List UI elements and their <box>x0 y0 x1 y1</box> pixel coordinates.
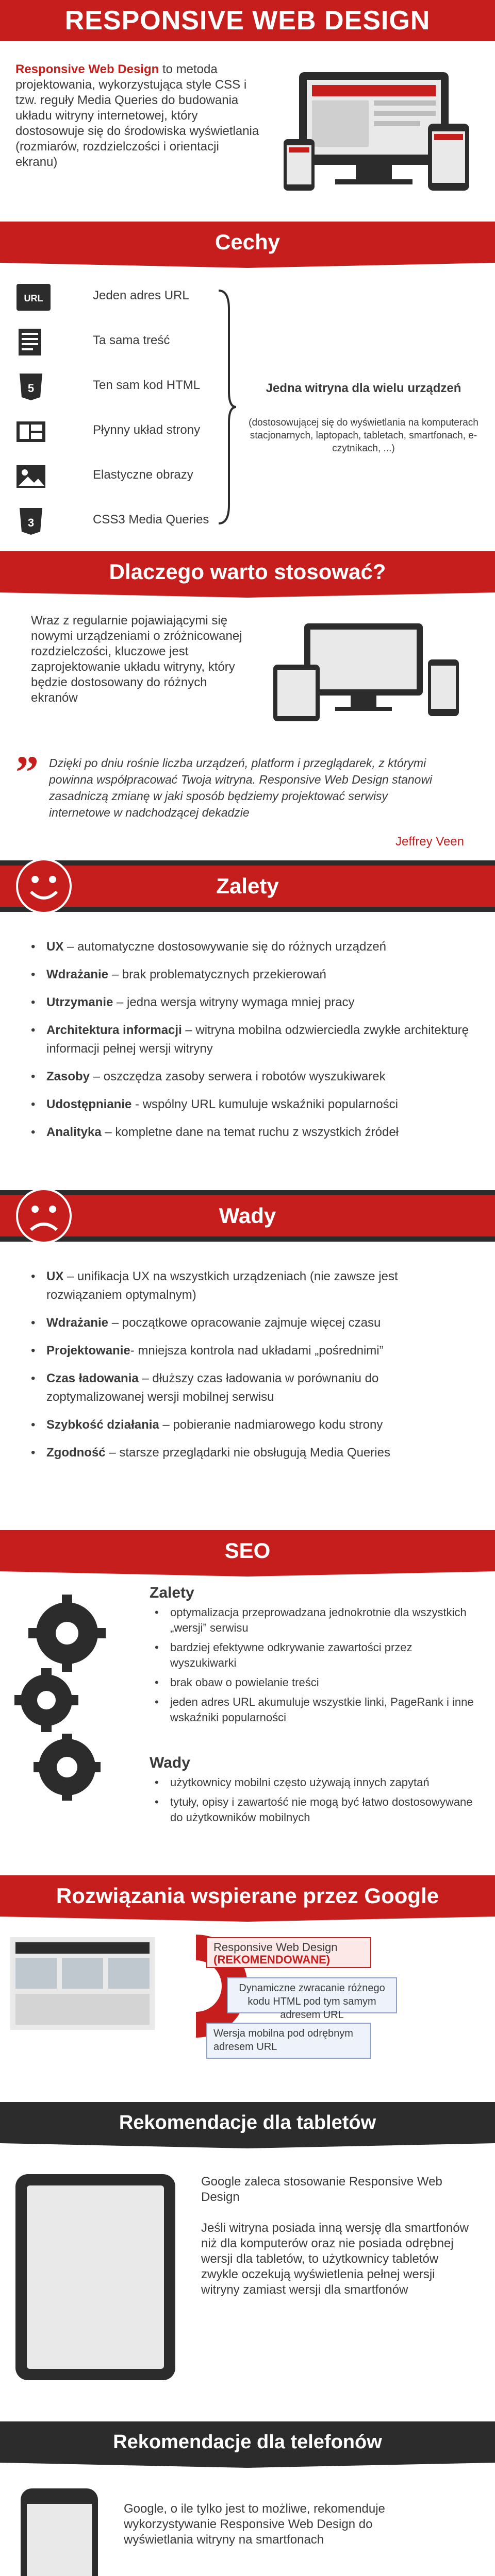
seo-pros-title: Zalety <box>150 1584 194 1601</box>
seo-pros-list <box>155 1605 474 1730</box>
cons-heading-bar <box>0 1195 495 1236</box>
pros-heading-bar <box>0 866 495 907</box>
cons-item: • Wdrażanie – początkowe opracowanie zajmuje więcej czasu <box>31 1314 469 1332</box>
feature-css3 <box>15 500 211 543</box>
seo-cons-title: Wady <box>150 1754 190 1771</box>
phones-heading-bar <box>0 2421 495 2468</box>
phones-p1: Google, o ile tylko jest to możliwe, rekomenduje wykorzystywanie Responsive Web Design do wyświetlania witryny na smartfonach <box>124 2502 385 2547</box>
screens-icon <box>273 618 474 721</box>
cons-item: • UX – unifikacja UX na wszystkich urządzeniach (nie zawsze jest rozwiązaniem optymalnym) <box>31 1267 469 1304</box>
seo-heading: SEO <box>224 1538 271 1563</box>
why-paragraph: Wraz z regularnie pojawiającymi się nowymi urządzeniami o zróżnicowanej rozdzielczości, kluczowe jest zaprojektowanie układu witryny, który będzie dostosowany do różnych ekranów <box>31 614 242 705</box>
feature-html <box>15 365 211 409</box>
intro-lead: Responsive Web Design <box>15 62 159 76</box>
why-heading: Dlaczego warto stosować? <box>109 560 386 584</box>
seo-cons-item: • tytuły, opisy i zawartość nie mogą być łatwo dostosowywane do użytkowników mobilnych <box>155 1794 474 1825</box>
svg-text:5: 5 <box>27 382 35 395</box>
seo-cons-item: • użytkownicy mobilni często używają innych zapytań <box>155 1775 474 1790</box>
devices-illustration <box>278 62 480 196</box>
google-devices-illustration <box>10 1937 155 2030</box>
google-heading-bar <box>0 1875 495 1922</box>
cons-list <box>31 1267 469 1471</box>
cons-item: • Czas ładowania – dłuższy czas ładowania w porównaniu do zoptymalizowanej wersji mobilnej serwisu <box>31 1369 469 1406</box>
google-heading: Rozwiązania wspierane przez Google <box>56 1884 439 1908</box>
pros-item: • Analityka – kompletne dane na temat ruchu z wszystkich źródeł <box>31 1123 469 1142</box>
seo-pros-item: • optymalizacja przeprowadzana jednokrotnie dla wszystkich „wersji” serwisu <box>155 1605 474 1636</box>
seo-cons-list <box>155 1775 474 1829</box>
google-option-rwd-tag: (REKOMENDOWANE) <box>213 1953 331 1966</box>
feature-images-label: Elastyczne obrazy <box>93 468 193 482</box>
page-title-bar <box>0 0 495 41</box>
seo-pros-item: • bardziej efektywne odkrywanie zawartości przez wyszukiwarki <box>155 1640 474 1671</box>
tablet-icon <box>15 2174 175 2380</box>
intro-body: to metoda projektowania, wykorzystująca style CSS i tzw. reguły Media Queries do budowania układu witryny internetowej, który dostosowuje się do środowiska wyświetlania (rozmiarów, rozdzielczości i orientacji ekranu) <box>15 62 259 169</box>
why-quote-author: Jeffrey Veen <box>395 835 464 849</box>
why-quote: Dzięki po dniu rośnie liczba urządzeń, platform i przeglądarek, z którymi powinna współpracować Twoja witryna. Responsive Web Design stanowi zasadniczą zmianę w jaki sposób będziemy projektować serwisy internetowe w nadchodzącej dekadzie <box>49 756 433 819</box>
feature-url-label: Jeden adres URL <box>93 289 189 302</box>
google-option-dynamic <box>227 1977 397 2021</box>
cons-item: • Zgodność – starsze przeglądarki nie obsługują Media Queries <box>31 1444 469 1462</box>
google-option-separate-label: Wersja mobilna pod odrębnym adresem URL <box>213 2028 353 2053</box>
tablets-heading: Rekomendacje dla tabletów <box>119 2112 376 2133</box>
pros-item: • Utrzymanie – jedna wersja witryny wymaga mniej pracy <box>31 993 469 1012</box>
tablets-p2: Jeśli witryna posiada inną wersję dla smartfonów niż dla komputerów oraz nie posiada odrębnej wersji dla tabletów, to użytkownicy tabletów zwykle oczekują wyświetlenia pełnej wersji witryny zamiast wersji dla smartfonów <box>201 2221 469 2297</box>
quote-mark: ” <box>15 747 39 798</box>
feature-fluid-label: Płynny układ strony <box>93 423 201 437</box>
one-site-box <box>248 381 480 455</box>
feature-content-label: Ta sama treść <box>93 333 170 347</box>
cons-heading: Wady <box>219 1204 276 1228</box>
google-option-rwd-label: Responsive Web Design <box>213 1941 338 1954</box>
devices-icon <box>278 62 480 196</box>
one-site-title: Jedna witryna dla wielu urządzeń <box>266 381 461 395</box>
feature-css3-label: CSS3 Media Queries <box>93 513 209 527</box>
feature-images <box>15 455 211 498</box>
pros-item: • Wdrażanie – brak problematycznych przekierowań <box>31 965 469 984</box>
why-text <box>31 613 248 706</box>
one-site-desc: (dostosowującej się do wyświetlania na komputerach stacjonarnych, laptopach, tabletach, smartfonach, e-czytnikach, ...) <box>249 417 478 454</box>
feature-html-label: Ten sam kod HTML <box>93 378 201 392</box>
why-devices-illustration <box>273 618 474 721</box>
pros-item: • UX – automatyczne dostosowywanie się do różnych urządzeń <box>31 938 469 956</box>
pros-item: • Zasoby – oszczędza zasoby serwera i robotów wyszukiwarek <box>31 1067 469 1086</box>
pros-list <box>31 938 469 1151</box>
feature-fluid <box>15 410 211 453</box>
pros-heading: Zalety <box>216 874 279 898</box>
google-option-dynamic-label: Dynamiczne zwracanie różnego kodu HTML pod tym samym adresem URL <box>239 1982 385 2021</box>
feature-content <box>15 320 211 364</box>
seo-pros-item: • brak obaw o powielanie treści <box>155 1675 474 1690</box>
cons-item: • Projektowanie- mniejsza kontrola nad układami „pośrednimi” <box>31 1342 469 1360</box>
tablets-heading-bar <box>0 2102 495 2148</box>
css3-icon <box>15 507 44 536</box>
sad-face-icon <box>15 1188 72 1244</box>
svg-text:URL: URL <box>24 293 43 303</box>
page-title: RESPONSIVE WEB DESIGN <box>64 6 431 36</box>
html5-icon <box>15 372 44 401</box>
why-heading-bar <box>0 551 495 598</box>
intro-text <box>15 62 263 170</box>
smile-face-icon <box>15 858 72 914</box>
feature-url <box>15 276 211 319</box>
phones-heading: Rekomendacje dla telefonów <box>113 2431 382 2453</box>
url-icon <box>15 283 44 312</box>
pros-item: • Udostępnianie - wspólny URL kumuluje wskaźniki popularności <box>31 1095 469 1114</box>
features-heading: Cechy <box>214 230 280 254</box>
tablets-text <box>201 2174 469 2298</box>
image-icon <box>15 462 44 491</box>
google-option-separate <box>206 2023 371 2059</box>
tablets-p1: Google zaleca stosowanie Responsive Web Design <box>201 2175 442 2204</box>
content-icon <box>15 328 44 357</box>
svg-text:3: 3 <box>27 516 35 529</box>
google-option-rwd <box>206 1937 371 1968</box>
seo-pros-item: • jeden adres URL akumuluje wszystkie linki, PageRank i inne wskaźniki popularności <box>155 1694 474 1725</box>
cons-item: • Szybkość działania – pobieranie nadmiarowego kodu strony <box>31 1416 469 1434</box>
gears-icon <box>10 1592 129 1808</box>
pros-item: • Architektura informacji – witryna mobilna odzwierciedla zwykłe architekturę informacji pełnej wersji witryny <box>31 1021 469 1058</box>
features-heading-bar <box>0 222 495 268</box>
seo-heading-bar <box>0 1530 495 1577</box>
smartphone-icon <box>21 2488 98 2576</box>
features-bracket <box>217 289 237 526</box>
fluid-layout-icon <box>15 417 44 446</box>
